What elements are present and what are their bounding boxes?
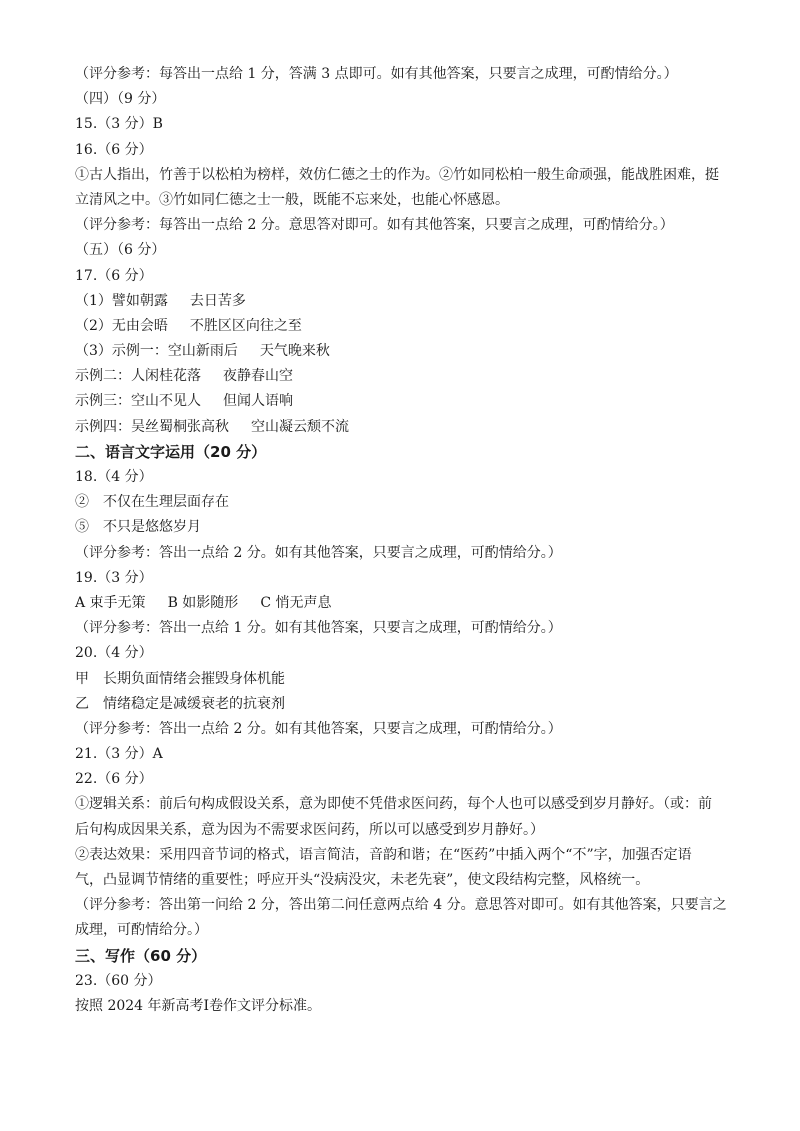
answer-part: 去日苦多: [189, 292, 246, 309]
question-18: 18.（4 分）: [75, 469, 153, 485]
answer-part: 空山凝云颓不流: [251, 418, 349, 435]
answer-part: 但闻人语响: [223, 393, 293, 410]
answer-22-effect-line1: ②表达效果：采用四音节词的格式，语言简洁，音韵和谐；在“医药”中插入两个“不”字，加强否定语: [75, 846, 692, 863]
section-label: （五）（6 分）: [75, 242, 166, 259]
answer-part: 示例三：空山不见人: [75, 393, 201, 410]
answer-part: （1）譬如朝露: [75, 292, 168, 309]
section-heading-language: 二、语言文字运用（20 分）: [75, 442, 267, 461]
answer-18-b: ⑤ 不只是悠悠岁月: [75, 519, 201, 536]
question-23: 23.（60 分）: [75, 972, 162, 989]
answer-16-line2: 立清风之中。③竹如同仁德之士一般，既能不忘来处，也能心怀感恩。: [75, 191, 509, 208]
answer-23: 按照 2024 年新高考Ⅰ卷作文评分标准。: [75, 997, 322, 1014]
scoring-note: （评分参考：每答出一点给 1 分，答满 3 点即可。如有其他答案，只要言之成理，可酌情给分。）: [75, 66, 678, 82]
section-heading-writing: 三、写作（60 分）: [75, 946, 207, 965]
answer-16-line1: ①古人指出，竹善于以松柏为榜样，效仿仁德之士的作为。②竹如同松柏一般生命顽强，能战胜困难，挺: [75, 166, 719, 183]
answer-key-page: [75, 62, 725, 1019]
answer-22-logic-line2: 后句构成因果关系，意为因为不需要求医问药，所以可以感受到岁月静好。）: [75, 821, 544, 838]
scoring-note: （评分参考：答出一点给 1 分。如有其他答案，只要言之成理，可酌情给分。）: [75, 620, 562, 637]
answer-part: A 束手无策: [75, 594, 146, 611]
answer-part: B 如影随形: [167, 594, 239, 611]
answer-17-1: [75, 289, 725, 314]
scoring-note: （评分参考：答出第一问给 2 分，答出第二问任意两点给 4 分。意思答对即可。如有其他答案，只要言之: [75, 897, 727, 914]
answer-17-2: [75, 314, 725, 339]
question-19: 19.（3 分）: [75, 569, 153, 586]
answer-20-b: 乙 情绪稳定是减缓衰老的抗衰剂: [75, 695, 285, 712]
answer-18-a: ② 不仅在生理层面存在: [75, 494, 229, 511]
answer-part: C 悄无声息: [260, 594, 332, 611]
question-15: 15.（3 分）B: [75, 116, 163, 133]
scoring-note: （评分参考：每答出一点给 2 分。意思答对即可。如有其他答案，只要言之成理，可酌情给分。）: [75, 217, 674, 234]
scoring-note: （评分参考：答出一点给 2 分。如有其他答案，只要言之成理，可酌情给分。）: [75, 720, 562, 737]
answer-20-a: 甲 长期负面情绪会摧毁身体机能: [75, 670, 285, 687]
answer-17-3: [75, 339, 725, 364]
scoring-note: （评分参考：答出一点给 2 分。如有其他答案，只要言之成理，可酌情给分。）: [75, 544, 562, 561]
answer-part: 不胜区区向往之至: [189, 317, 302, 334]
question-16: 16.（6 分）: [75, 141, 153, 158]
answer-17-example3: [75, 389, 725, 414]
answer-part: （3）示例一：空山新雨后: [75, 343, 238, 360]
question-22: 22.（6 分）: [75, 771, 153, 788]
answer-part: 示例四：吴丝蜀桐张高秋: [75, 418, 229, 435]
section-label: （四）（9 分）: [75, 91, 166, 108]
answer-22-effect-line2: 气，凸显调节情绪的重要性；呼应开头“没病没灾，未老先衰”，使文段结构完整，风格统一。: [75, 872, 650, 888]
question-17: 17.（6 分）: [75, 267, 153, 284]
answer-part: 示例二：人闲桂花落: [75, 368, 201, 385]
answer-22-logic-line1: ①逻辑关系：前后句构成假设关系，意为即使不凭借求医问药，每个人也可以感受到岁月静好。（或：前: [75, 796, 712, 813]
answer-part: （2）无由会晤: [75, 317, 168, 334]
answer-17-example4: [75, 415, 725, 440]
answer-19: [75, 591, 725, 616]
answer-17-example2: [75, 364, 725, 389]
question-21: 21.（3 分）A: [75, 746, 163, 763]
scoring-note: 成理，可酌情给分。）: [75, 922, 208, 939]
question-20: 20.（4 分）: [75, 645, 153, 662]
answer-part: 天气晚来秋: [259, 343, 330, 360]
answer-part: 夜静春山空: [223, 368, 293, 385]
